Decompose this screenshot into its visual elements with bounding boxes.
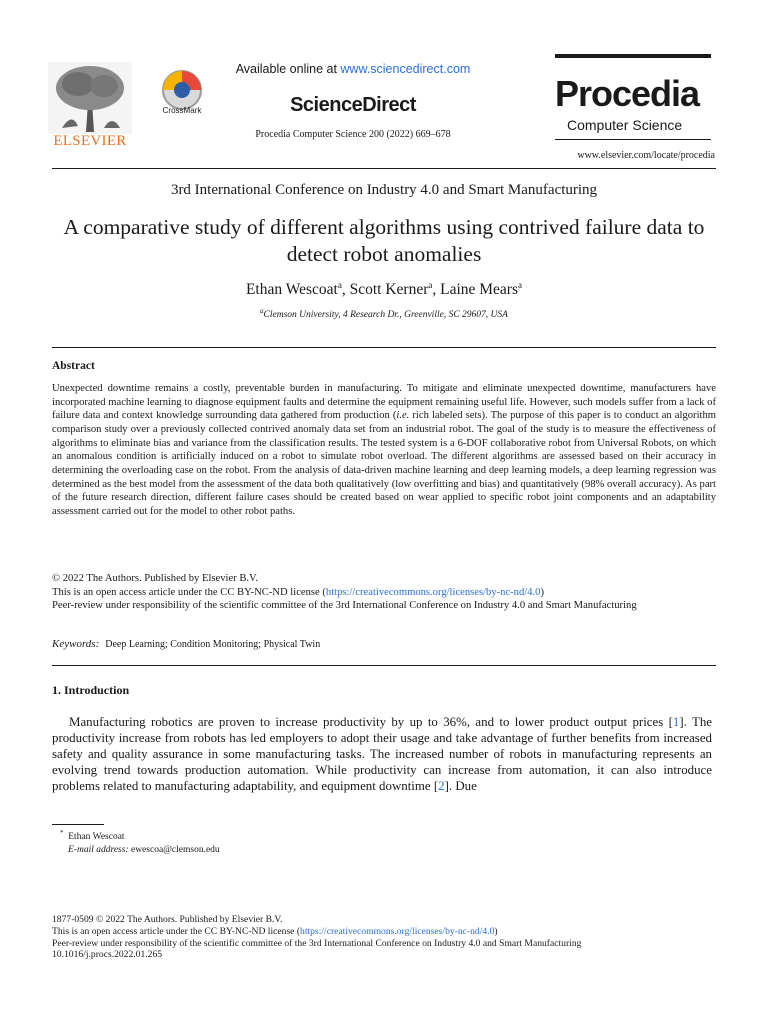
footer-license-link[interactable]: https://creativecommons.org/licenses/by-nc-nd/4.0 [300,925,495,937]
available-text: Available online at [235,62,337,76]
abstract-ie: i.e. [396,410,410,422]
email-label: E-mail address: [68,845,129,855]
license-link[interactable]: https://creativecommons.org/licenses/by-nc-nd/4.0 [325,586,541,598]
front-matter-footer [52,914,732,961]
corresponding-email [68,845,220,855]
author-separator: , [341,281,350,299]
abstract-heading: Abstract [52,360,95,372]
author-separator: , [432,281,441,299]
abstract-text: rich labeled sets). The purpose of this paper is to conduct an algorithm comparison study over a previously collected contrived anomaly data set from an industrial robot. The goal of the study is to measure the effectiveness of algorithms to eliminate bias and variance from the classification results. The tested system is a 6-DOF collaborative robot from Universal Robots, on which an anomalous condition is artificially induced on a robot to simulate robot overload. The different algorithms are assessed based on their accuracy in determining the overloading case on the robot. From the analysis of data-driven machine learning and deep learning models, a deep learning regression was determined as the best model from the assessment of the data both qualitatively (low overfitting and bias) and quantitatively (98% overall accuracy). As part of the future research direction, different failure cases should be created based on wear applied to specific robot joint components and an adaptability assessment carried out for the model to other robot paths. [52,410,716,517]
keywords-text: Deep Learning; Condition Monitoring; Physical Twin [105,639,321,650]
copyright-block [52,572,716,613]
abstract-text: Unexpected downtime remains a costly, preventable burden in manufacturing. To mitigate and eliminate unexpected downtime, manufacturers have incorporated machine learning to diagnose equipment faults and determine the equipment remaining useful life. However, such models suffer from a lack of failure data and context knowledge surrounding data gathered from production ( [52,383,716,422]
elsevier-wordmark: ELSEVIER [53,133,127,149]
procedia-subtitle: Computer Science [567,117,683,133]
procedia-brand: Procedia [555,73,700,114]
available-online [220,62,486,76]
footnote-mark: * [60,829,64,837]
license-line: This is an open access article under the CC BY-NC-ND license (https://creativecommons.org/licenses/by-nc-nd/4.0) [52,586,544,598]
sciencedirect-brand: ScienceDirect [290,94,416,116]
author: Ethan Wescoat [245,281,338,299]
affiliation [0,307,768,320]
footer-license-line: This is an open access article under the CC BY-NC-ND license (https://creativecommons.org/licenses/by-nc-nd/4.0) [52,925,498,937]
affil-text: Clemson University, 4 Research Dr., Greenville, SC 29607, USA [263,310,508,321]
copyright-line: © 2022 The Authors. Published by Elsevier B.V. [52,573,258,584]
header-divider [52,168,716,169]
abstract-divider-bottom [52,665,716,666]
footer-peer-review: Peer-review under responsibility of the scientific committee of the 3rd International Conference on Industry 4.0 and Smart Manufacturing [52,937,582,949]
affil-mark: a [260,307,264,315]
citation-link[interactable]: 2 [438,779,445,794]
keywords-label: Keywords: [52,638,100,650]
footnote-author: Ethan Wescoat [68,832,125,843]
peer-review-line: Peer-review under responsibility of the scientific committee of the 3rd International Conference on Industry 4.0 and Smart Manufacturing [52,600,637,611]
author-affil-mark: a [518,280,523,290]
author-list [0,280,768,299]
abstract-body [52,382,716,519]
sciencedirect-link[interactable]: www.sciencedirect.com [340,62,471,76]
email-address[interactable]: ewescoa@clemson.edu [130,845,220,855]
abstract-divider-top [52,347,716,348]
author: Laine Mears [440,281,519,299]
doi[interactable]: 10.1016/j.procs.2022.01.265 [52,949,163,961]
paper-title: A comparative study of different algorithms using contrived failure data to detect robot anomalies [63,215,705,266]
conference-name: 3rd International Conference on Industry 4.0 and Smart Manufacturing [170,182,598,198]
section-heading: 1. Introduction [52,683,130,697]
intro-paragraph: Manufacturing robotics are proven to increase productivity by up to 36%, and to lower product output prices [1]. The productivity increase from robots has led employers to adopt their usage and take advantage of further benefits from increased safety and quality assurance in some manufacturing tasks. The increased number of robots in manufacturing represents an evolving trend towards production automation. While productivity can increase from automation, it can also introduce problems related to manufacturing adaptability, and equipment downtime [2]. Due [52,715,712,794]
citation-link[interactable]: 1 [672,715,680,729]
footnote-divider [52,824,104,825]
author: Scott Kerner [349,281,429,299]
author-affil-mark: a [428,280,433,290]
corresponding-author [60,829,125,842]
crossmark-label: CrossMark [162,106,202,115]
issn-copyright: 1877-0509 © 2022 The Authors. Published by Elsevier B.V. [52,914,283,925]
journal-url[interactable]: www.elsevier.com/locate/procedia [577,150,715,161]
keywords [52,638,716,650]
author-affil-mark: a [337,280,342,290]
journal-reference: Procedia Computer Science 200 (2022) 669–678 [255,129,451,140]
